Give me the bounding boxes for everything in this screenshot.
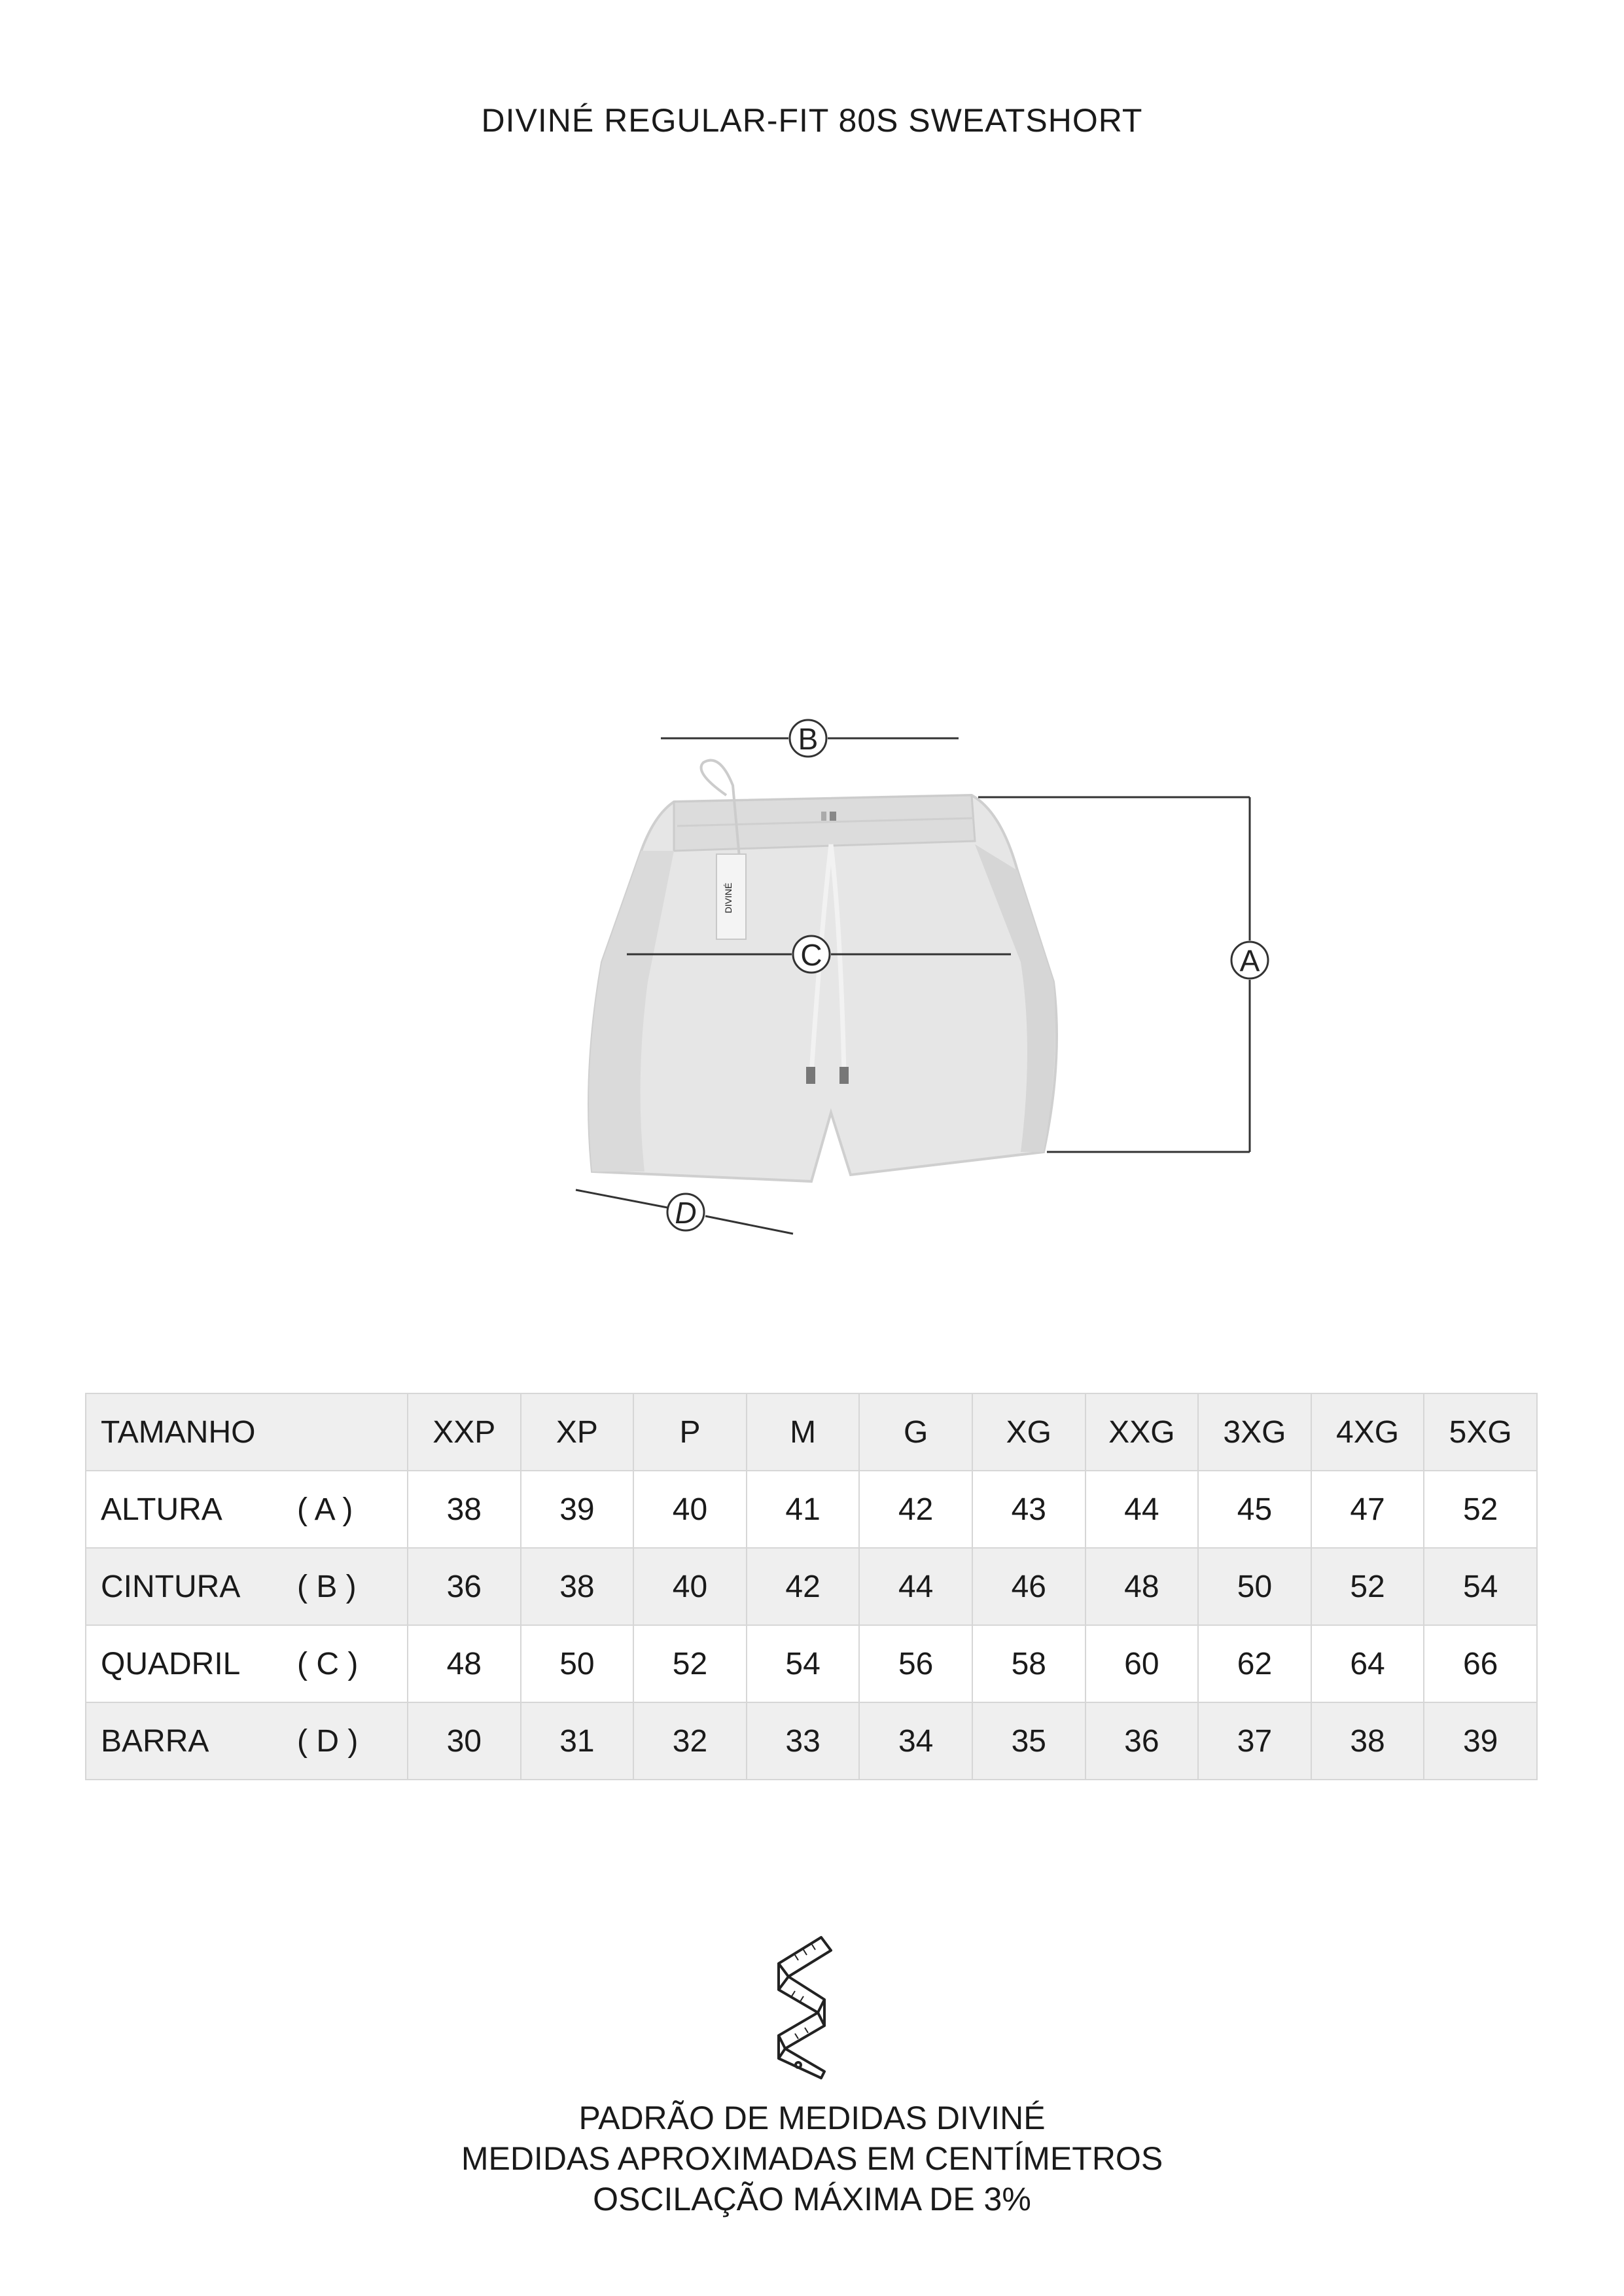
footer-line-2: MEDIDAS APROXIMADAS EM CENTÍMETROS — [461, 2140, 1163, 2177]
table-cell: 38 — [1311, 1702, 1424, 1780]
table-cell: 32 — [633, 1702, 747, 1780]
table-cell: 35 — [972, 1702, 1086, 1780]
table-cell: 38 — [408, 1471, 521, 1548]
size-header-cell: 5XG — [1424, 1393, 1537, 1471]
row-letter: ( C ) — [297, 1646, 359, 1681]
table-cell: 43 — [972, 1471, 1086, 1548]
row-label-cell — [86, 1471, 408, 1548]
table-row — [86, 1625, 1537, 1702]
size-header-cell: P — [633, 1393, 747, 1471]
table-cell: 46 — [972, 1548, 1086, 1625]
table-cell: 40 — [633, 1471, 747, 1548]
table-cell: 48 — [1086, 1548, 1199, 1625]
row-label-cell — [86, 1625, 408, 1702]
table-cell: 45 — [1198, 1471, 1311, 1548]
table-cell: 36 — [408, 1548, 521, 1625]
table-row — [86, 1702, 1537, 1780]
page-title: DIVINÉ REGULAR-FIT 80S SWEATSHORT — [481, 102, 1143, 139]
table-cell: 52 — [1311, 1548, 1424, 1625]
table-cell: 54 — [1424, 1548, 1537, 1625]
table-cell: 38 — [521, 1548, 634, 1625]
row-label-cell — [86, 1548, 408, 1625]
row-label: BARRA — [101, 1723, 209, 1759]
table-row — [86, 1548, 1537, 1625]
label-b: B — [798, 722, 819, 756]
table-cell: 50 — [1198, 1548, 1311, 1625]
table-cell: 41 — [747, 1471, 860, 1548]
table-cell: 39 — [1424, 1702, 1537, 1780]
row-letter: ( A ) — [297, 1492, 353, 1527]
measuring-tape-icon — [759, 1931, 844, 2081]
size-header-cell: G — [859, 1393, 972, 1471]
size-header-cell: 3XG — [1198, 1393, 1311, 1471]
size-header-cell: XXP — [408, 1393, 521, 1471]
label-d: D — [675, 1196, 697, 1230]
row-letter: ( D ) — [297, 1723, 359, 1759]
size-header-cell: M — [747, 1393, 860, 1471]
table-cell: 48 — [408, 1625, 521, 1702]
row-label: ALTURA — [101, 1492, 222, 1527]
row-letter: ( B ) — [297, 1569, 357, 1604]
header-label: TAMANHO — [86, 1393, 408, 1471]
size-header-cell: XP — [521, 1393, 634, 1471]
row-label: QUADRIL — [101, 1646, 241, 1681]
table-cell: 54 — [747, 1625, 860, 1702]
table-cell: 47 — [1311, 1471, 1424, 1548]
table-cell: 36 — [1086, 1702, 1199, 1780]
label-a: A — [1239, 944, 1260, 978]
table-cell: 37 — [1198, 1702, 1311, 1780]
tag-text: DIVINÉ — [723, 882, 733, 914]
table-cell: 62 — [1198, 1625, 1311, 1702]
table-cell: 31 — [521, 1702, 634, 1780]
table-header-row — [86, 1393, 1537, 1471]
table-cell: 44 — [1086, 1471, 1199, 1548]
table-cell: 33 — [747, 1702, 860, 1780]
table-cell: 66 — [1424, 1625, 1537, 1702]
table-cell: 52 — [633, 1625, 747, 1702]
size-header-cell: XXG — [1086, 1393, 1199, 1471]
table-cell: 42 — [859, 1471, 972, 1548]
table-row — [86, 1471, 1537, 1548]
row-label-cell — [86, 1702, 408, 1780]
table-cell: 44 — [859, 1548, 972, 1625]
table-cell: 52 — [1424, 1471, 1537, 1548]
table-cell: 42 — [747, 1548, 860, 1625]
footer-line-1: PADRÃO DE MEDIDAS DIVINÉ — [578, 2100, 1046, 2136]
table-cell: 60 — [1086, 1625, 1199, 1702]
size-header-cell: 4XG — [1311, 1393, 1424, 1471]
row-label: CINTURA — [101, 1569, 241, 1604]
table-cell: 64 — [1311, 1625, 1424, 1702]
table-cell: 56 — [859, 1625, 972, 1702]
table-cell: 50 — [521, 1625, 634, 1702]
size-header-cell: XG — [972, 1393, 1086, 1471]
table-cell: 40 — [633, 1548, 747, 1625]
table-cell: 39 — [521, 1471, 634, 1548]
size-table — [85, 1393, 1538, 1780]
table-cell: 30 — [408, 1702, 521, 1780]
footer-line-3: OSCILAÇÃO MÁXIMA DE 3% — [593, 2181, 1031, 2217]
shorts-illustration — [589, 761, 1057, 1181]
table-cell: 58 — [972, 1625, 1086, 1702]
label-c: C — [800, 938, 822, 972]
table-cell: 34 — [859, 1702, 972, 1780]
